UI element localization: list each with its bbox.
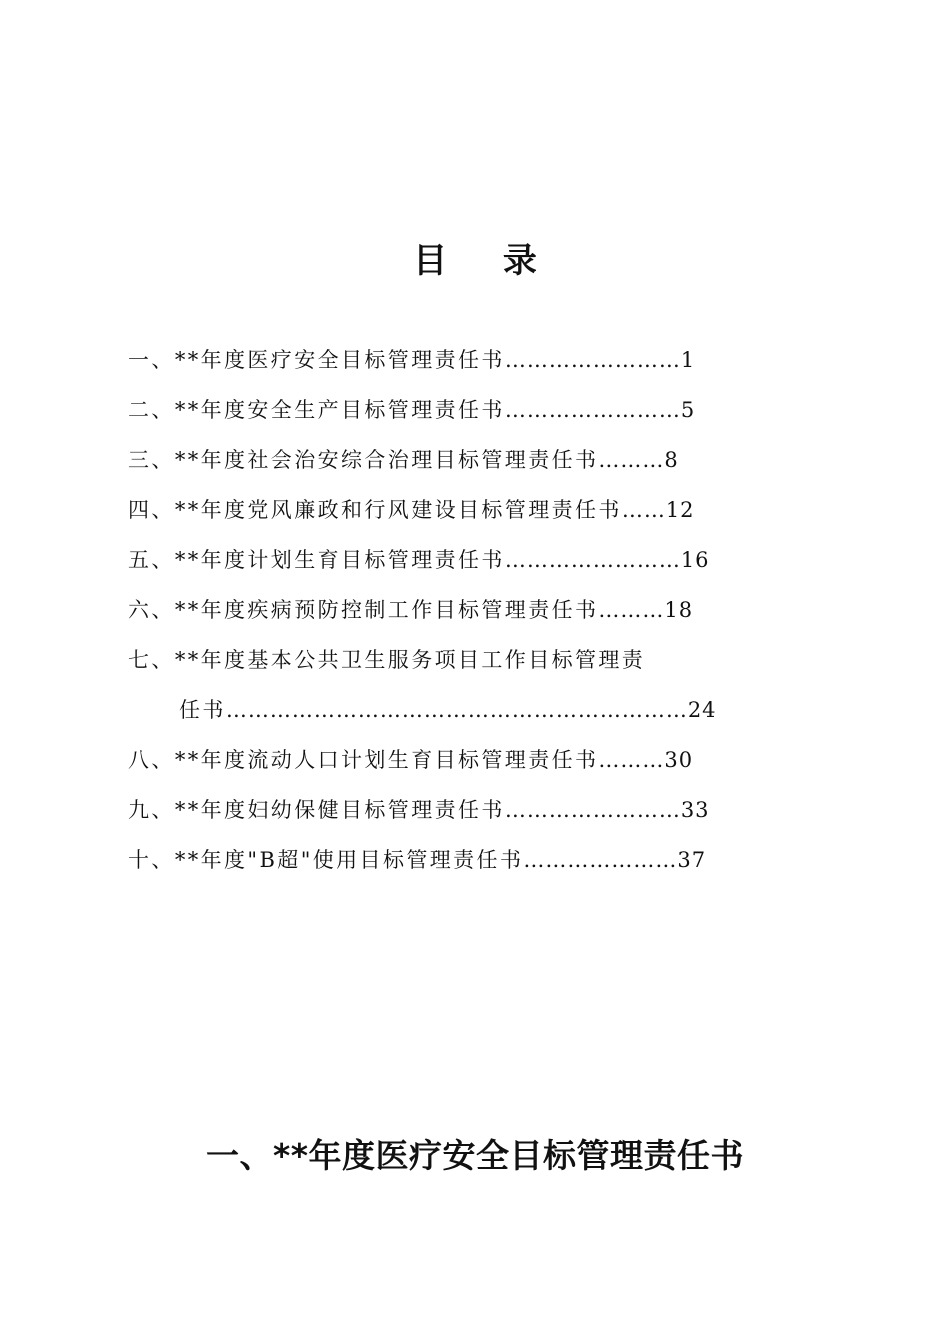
- toc-entry-page: 37: [677, 848, 707, 872]
- toc-entry-continuation[interactable]: [128, 690, 808, 740]
- toc-entry-text: **年度医疗安全目标管理责任书: [174, 348, 505, 372]
- toc-entry-page: 12: [665, 498, 695, 522]
- toc-entry-number: 九、: [128, 798, 175, 822]
- toc-entry-page: 18: [664, 598, 694, 622]
- toc-entry[interactable]: [128, 340, 808, 390]
- toc-entry-text: **年度党风廉政和行风建设目标管理责任书: [174, 498, 622, 522]
- toc-entry-text: **年度妇幼保健目标管理责任书: [174, 798, 505, 822]
- toc-entry-page: 24: [687, 698, 717, 722]
- toc-entry-page: 33: [680, 798, 710, 822]
- toc-entry-leader: ………: [598, 748, 665, 772]
- toc-entry[interactable]: [128, 590, 808, 640]
- toc-entry-text: **年度社会治安综合治理目标管理责任书: [174, 448, 599, 472]
- toc-entry-number: 七、: [128, 648, 175, 672]
- toc-entry-page: 8: [664, 448, 679, 472]
- toc-entry-text: **年度计划生育目标管理责任书: [174, 548, 505, 572]
- toc-entry-page: 1: [680, 348, 696, 372]
- toc-entry-leader: …………………: [523, 848, 678, 872]
- toc-entry[interactable]: [128, 840, 808, 890]
- toc-entry-leader: ………: [598, 598, 665, 622]
- toc-entry-number: 六、: [128, 598, 175, 622]
- toc-entry-number: 八、: [128, 748, 175, 772]
- toc-entry-text: **年度基本公共卫生服务项目工作目标管理责: [174, 648, 646, 672]
- toc-entry[interactable]: [128, 640, 808, 690]
- toc-entry-page: 30: [664, 748, 694, 772]
- toc-entry-leader: ………: [598, 448, 665, 472]
- toc-entry-leader: ……: [621, 498, 666, 522]
- toc-entry-leader: ……………………: [504, 548, 681, 572]
- toc-list: [128, 340, 808, 890]
- toc-entry-text: **年度"B超"使用目标管理责任书: [174, 848, 524, 872]
- toc-entry-number: 三、: [128, 448, 175, 472]
- toc-entry-leader: ……………………: [504, 398, 681, 422]
- toc-title: 目 录: [413, 241, 559, 281]
- toc-entry-page: 5: [680, 398, 696, 422]
- toc-entry-number: 一、: [128, 348, 175, 372]
- toc-entry-leader: ………………………………………………………: [225, 698, 688, 722]
- toc-entry-text: **年度疾病预防控制工作目标管理责任书: [174, 598, 599, 622]
- toc-entry-page: 16: [680, 548, 710, 572]
- toc-entry[interactable]: [128, 440, 808, 490]
- toc-entry-text: **年度流动人口计划生育目标管理责任书: [174, 748, 599, 772]
- toc-entry-number: 五、: [128, 548, 175, 572]
- toc-entry[interactable]: [128, 540, 808, 590]
- toc-entry-number: 十、: [128, 848, 175, 872]
- toc-entry-number: 二、: [128, 398, 175, 422]
- toc-entry-text-continued: 任书: [179, 698, 226, 722]
- section-heading: 一、**年度医疗安全目标管理责任书: [205, 1136, 744, 1175]
- toc-entry-text: **年度安全生产目标管理责任书: [174, 398, 505, 422]
- toc-entry-leader: ……………………: [504, 798, 681, 822]
- toc-entry[interactable]: [128, 790, 808, 840]
- toc-entry[interactable]: [128, 740, 808, 790]
- toc-entry[interactable]: [128, 490, 808, 540]
- toc-entry-number: 四、: [128, 498, 175, 522]
- toc-entry[interactable]: [128, 390, 808, 440]
- toc-entry-leader: ……………………: [504, 348, 681, 372]
